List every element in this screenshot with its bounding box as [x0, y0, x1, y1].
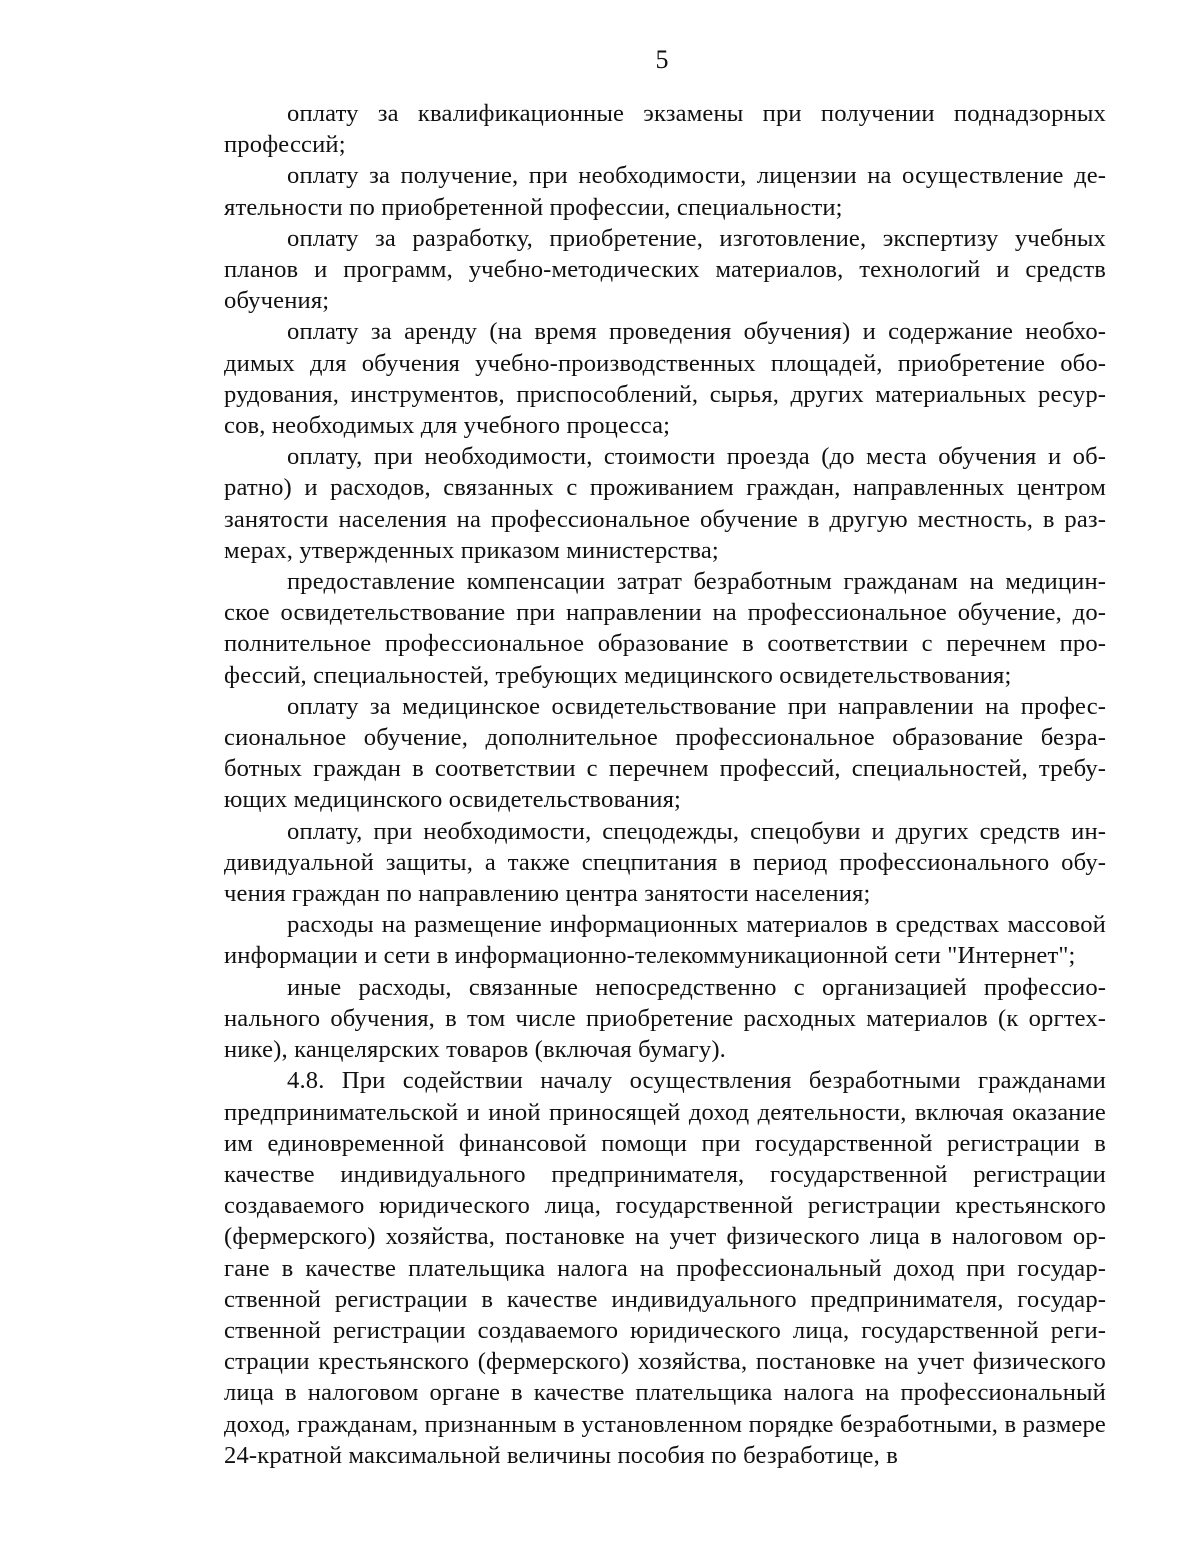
paragraph-license-fee: оплату за получение, при необходимости, лицензии на осуществление деятельности по приобретенной профессии, специальности;: [224, 162, 1106, 221]
paragraph-premises-rental: оплату за аренду (на время проведения обучения) и содержание необходимых для обучения учебно-производственных площадей, приобретение оборудования, инструментов, приспособлений, сырья, других материальных ресурсов, необходимых для учебного процесса;: [224, 318, 1106, 440]
paragraph-qualification-exams: оплату за квалификационные экзамены при получении поднадзорных профессий;: [224, 100, 1106, 159]
paragraph-medical-examination: оплату за медицинское освидетельствование при направлении на профессиональное обучение, дополнительное профессиональное образование безработных граждан в соответствии с перечнем профессий, специальностей, требующих медицинского освидетельствования;: [224, 692, 1106, 814]
document-body: [224, 98, 1106, 1471]
paragraph-curriculum-development: оплату за разработку, приобретение, изготовление, экспертизу учебных планов и программ, учебно-методических материалов, технологий и средств обучения;: [224, 224, 1106, 315]
paragraph-section-4-8: 4.8. При содействии началу осуществления безработными гражданами предпринимательской и иной приносящей доход деятельности, включая оказание им единовременной финансовой помощи при государственной регистрации в качестве индивидуального предпринимателя, государственной регистрации создаваемого юридического лица, государственной регистрации крестьянского (фермерского) хозяйства, постановке на учет физического лица в налоговом органе в качестве плательщика налога на профессиональный доход при государственной регистрации в качестве индивидуального предпринимателя, государственной регистрации создаваемого юридического лица, государственной регистрации крестьянского (фермерского) хозяйства, постановке на учет физического лица в налоговом органе в качестве плательщика налога на профессиональный доход, гражданам, признанным в установленном порядке безработными, в размере 24-кратной максимальной величины пособия по безработице, в: [224, 1067, 1106, 1469]
paragraph-travel-costs: оплату, при необходимости, стоимости проезда (до места обучения и обратно) и расходов, связанных с проживанием граждан, направленных центром занятости населения на профессиональное обучение в другую местность, в размерах, утвержденных приказом министерства;: [224, 443, 1106, 564]
paragraph-other-expenses: иные расходы, связанные непосредственно с организацией профессионального обучения, в том числе приобретение расходных материалов (к оргтехнике), канцелярских товаров (включая бумагу).: [224, 973, 1106, 1064]
paragraph-medical-compensation: предоставление компенсации затрат безработным гражданам на медицинское освидетельствование при направлении на профессиональное обучение, дополнительное профессиональное образование в соответствии с перечнем профессий, специальностей, требующих медицинского освидетельствования;: [224, 568, 1106, 689]
paragraph-protective-clothing: оплату, при необходимости, спецодежды, спецобуви и других средств индивидуальной защиты, а также спецпитания в период профессионального обучения граждан по направлению центра занятости населения;: [224, 817, 1106, 908]
page-number: 5: [655, 45, 669, 74]
paragraph-media-placement: расходы на размещение информационных материалов в средствах массовой информации и сети в информационно-телекоммуникационной сети "Интернет";: [224, 911, 1106, 970]
